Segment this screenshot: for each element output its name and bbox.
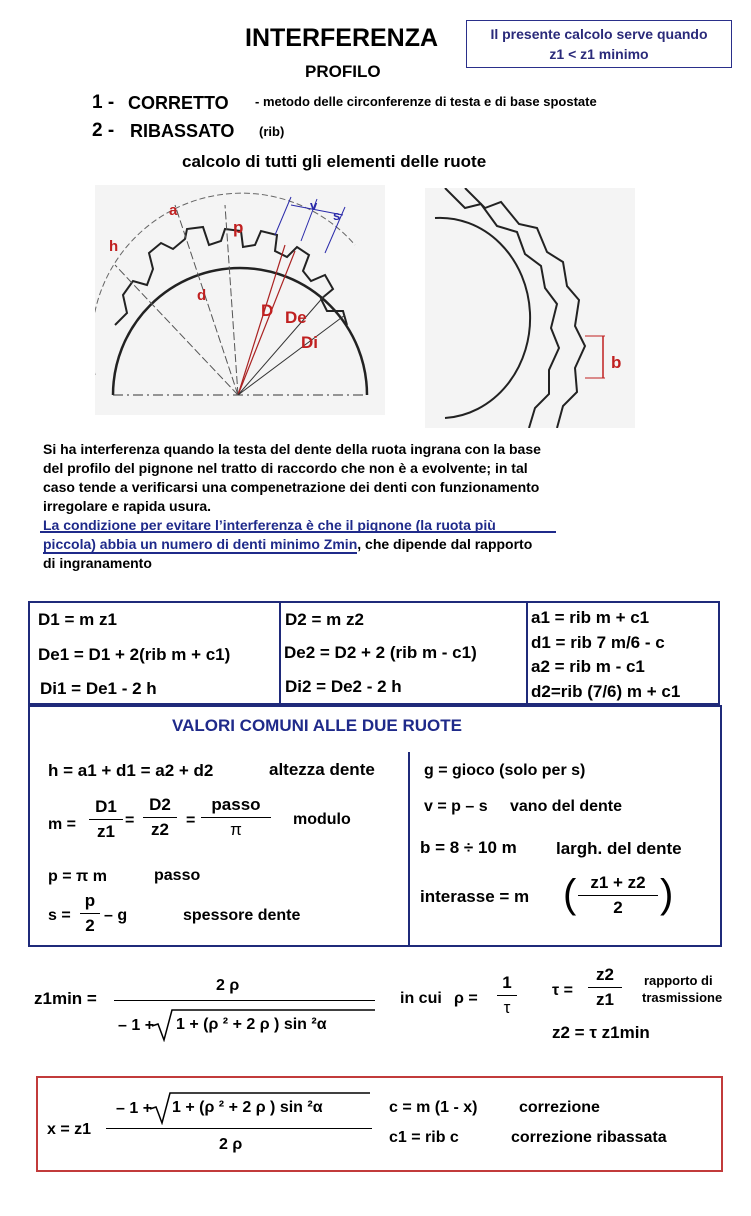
x-prefix: x = z1	[47, 1121, 92, 1138]
zmin-den-prefix: – 1 +	[118, 1017, 155, 1034]
subtitle-profilo: PROFILO	[305, 62, 381, 81]
formula-Di2: Di2 = De2 - 2 h	[285, 677, 402, 696]
zmin-den-root: 1 + (ρ ² + 2 ρ ) sin ²α	[176, 1016, 327, 1033]
note-line-2: z1 < z1 minimo	[549, 46, 649, 62]
para-underline	[40, 531, 556, 533]
label-p: p	[233, 218, 244, 237]
item-1-name: CORRETTO	[128, 93, 229, 113]
formula-g: g = gioco (solo per s)	[424, 762, 586, 779]
zmin-fraction-bar	[114, 1000, 375, 1001]
label-D: D	[261, 301, 274, 320]
page-title: INTERFERENZA	[245, 24, 439, 52]
formula-h: h = a1 + d1 = a2 + d2	[48, 761, 214, 780]
formula-De2: De2 = D2 + 2 (rib m - c1)	[284, 643, 477, 662]
note-box	[466, 20, 732, 68]
label-correzione-ribassata: correzione ribassata	[511, 1129, 667, 1146]
formula-c1: c1 = rib c	[389, 1129, 459, 1146]
frac-p-2: p 2	[80, 891, 100, 936]
table-divider-2	[526, 601, 528, 705]
formula-s-prefix: s =	[48, 907, 71, 924]
label-Di: Di	[301, 333, 318, 352]
zmin-incui: in cui	[400, 990, 442, 1007]
item-1-desc: - metodo delle circonferenze di testa e di base spostate	[255, 94, 597, 109]
formula-p: p = π m	[48, 868, 107, 885]
label-De: De	[285, 308, 307, 327]
para-line-6: piccola) abbia un numero di denti minimo Zmin	[43, 536, 358, 552]
common-divider	[408, 752, 410, 946]
x-num-prefix: – 1 +	[116, 1100, 153, 1117]
label-h: h	[109, 238, 119, 255]
label-passo: passo	[154, 867, 201, 884]
label-s: s	[333, 208, 341, 223]
ratio-label-1: rapporto di	[644, 973, 713, 988]
formula-b: b = 8 ÷ 10 m	[420, 838, 517, 857]
label-vano: vano del dente	[510, 798, 623, 815]
formula-interasse-prefix: interasse = m	[420, 887, 530, 906]
table-divider-1	[279, 601, 281, 705]
para-line-3: caso tende a verificarsi una compenetrazione dei denti con funzionamento	[43, 479, 540, 495]
note-line-1: Il presente calcolo serve quando	[490, 26, 708, 42]
para-line-6-rest: , che dipende dal rapporto	[357, 536, 533, 552]
formula-d2: d2=rib (7/6) m + c1	[531, 682, 681, 701]
zmin-numerator: 2 ρ	[216, 977, 240, 994]
gear-width-diagram	[425, 188, 635, 428]
frac-D1-z1: D1 z1	[89, 797, 123, 842]
item-2-number: 2 -	[92, 120, 115, 141]
para-line-1: Si ha interferenza quando la testa del dente della ruota ingrana con la base	[43, 441, 541, 457]
interference-paragraph	[43, 440, 623, 573]
formula-Di1: Di1 = De1 - 2 h	[40, 679, 157, 698]
frac-D2-z2: D2 z2	[143, 795, 177, 840]
paren-left: (	[563, 872, 577, 916]
eq-2: =	[186, 812, 196, 829]
formula-d1: d1 = rib 7 m/6 - c	[531, 633, 665, 652]
item-1-number: 1 -	[92, 92, 115, 113]
gear-pinion-diagram	[95, 185, 385, 415]
label-spessore: spessore dente	[183, 907, 301, 924]
label-a: a	[169, 202, 178, 219]
label-altezza: altezza dente	[269, 760, 375, 779]
para-line-5: La condizione per evitare l’interferenza è che il pignone (la ruota più	[43, 517, 496, 533]
common-heading: VALORI COMUNI ALLE DUE RUOTE	[172, 716, 462, 735]
x-num-root: 1 + (ρ ² + 2 ρ ) sin ²α	[172, 1099, 323, 1116]
para-line-4: irregolare e rapida usura.	[43, 498, 212, 514]
label-modulo: modulo	[293, 811, 351, 828]
formula-a2: a2 = rib m - c1	[531, 657, 645, 676]
frac-interasse: z1 + z2 2	[578, 873, 658, 918]
label-larghezza: largh. del dente	[556, 839, 682, 858]
x-denominator: 2 ρ	[219, 1136, 243, 1153]
frac-rho: 1 τ	[497, 973, 517, 1018]
ratio-label-2: trasmissione	[642, 990, 723, 1005]
rho-prefix: ρ =	[454, 990, 478, 1007]
formula-c: c = m (1 - x)	[389, 1099, 478, 1116]
paren-right: )	[660, 872, 674, 916]
label-correzione: correzione	[519, 1099, 600, 1116]
formula-m-prefix: m =	[48, 816, 77, 833]
item-2-name: RIBASSATO	[130, 121, 235, 141]
formula-v: v = p – s	[424, 798, 488, 815]
label-v: v	[310, 198, 318, 213]
x-fraction-bar	[106, 1128, 372, 1129]
correction-box	[36, 1076, 723, 1172]
para-line-2: del profilo del pignone nel tratto di raccordo che non è a evolvente; in tal	[43, 460, 528, 476]
label-d: d	[197, 287, 207, 304]
formula-a1: a1 = rib m + c1	[531, 608, 650, 627]
zmin-label: z1min =	[34, 989, 97, 1008]
frac-tau: z2 z1	[588, 965, 622, 1010]
para-line-7: di ingranamento	[43, 555, 152, 571]
calc-heading: calcolo di tutti gli elementi delle ruote	[182, 152, 487, 171]
formula-s-suffix: – g	[104, 907, 128, 924]
formula-De1: De1 = D1 + 2(rib m + c1)	[38, 645, 231, 664]
eq-1: =	[125, 812, 135, 829]
label-b: b	[611, 353, 622, 372]
formula-z2: z2 = τ z1min	[552, 1023, 650, 1042]
formula-D1: D1 = m z1	[38, 610, 117, 629]
item-2-desc: (rib)	[259, 124, 285, 139]
tau-prefix: τ =	[552, 982, 573, 999]
frac-passo-pi: passo π	[201, 795, 271, 840]
formula-D2: D2 = m z2	[285, 610, 364, 629]
